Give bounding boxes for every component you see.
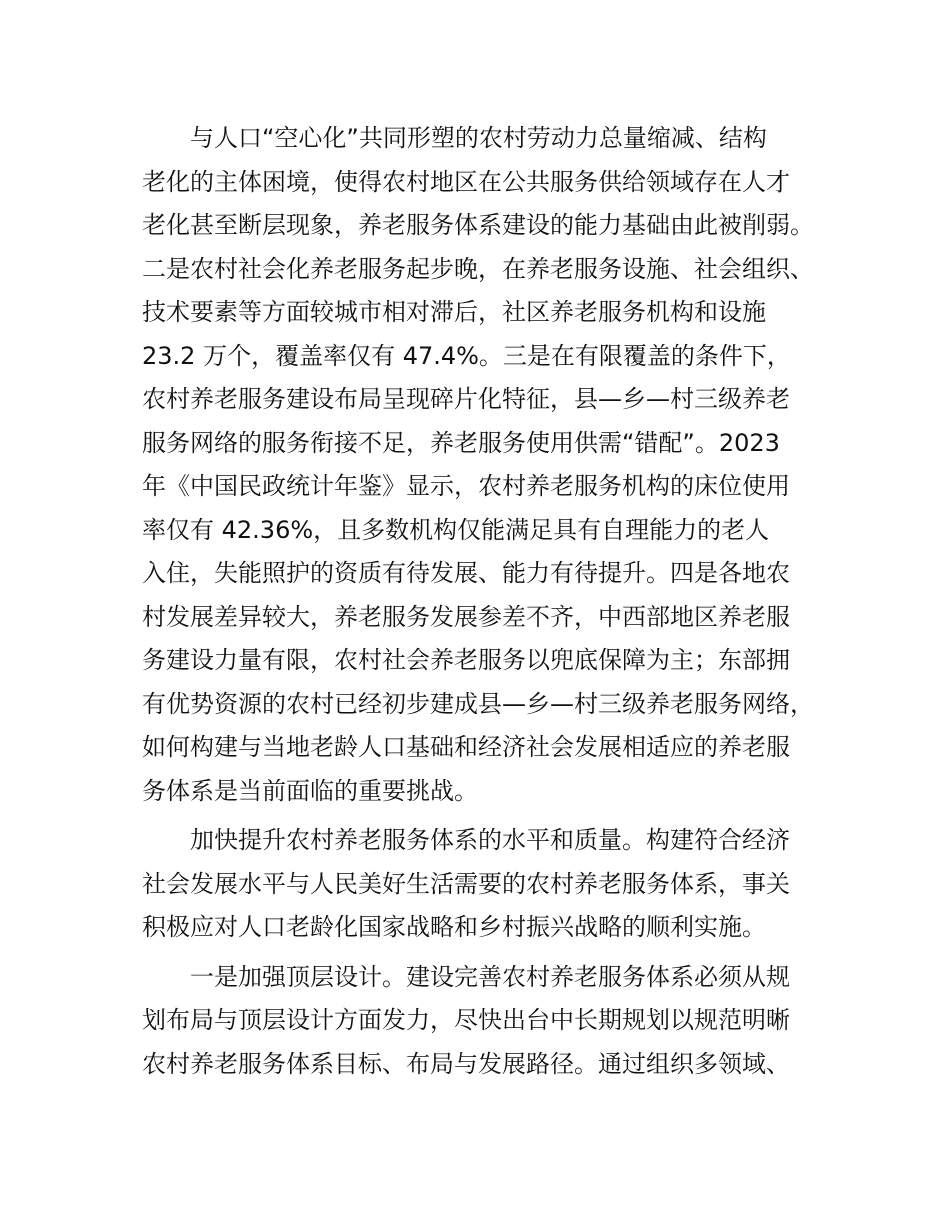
text-line: 社会发展水平与人民美好生活需要的农村养老服务体系，事关	[142, 869, 790, 898]
paragraph-top-level-design	[142, 956, 832, 1087]
text-line: 率仅有 42.36%，且多数机构仅能满足具有自理能力的老人	[142, 515, 770, 544]
text-line: 与人口“空心化”共同形塑的农村劳动力总量缩减、结构	[142, 124, 767, 152]
text-line: 积极应对人口老龄化国家战略和乡村振兴战略的顺利实施。	[142, 913, 766, 941]
text-line: 23.2 万个，覆盖率仅有 47.4%。三是在有限覆盖的条件下，	[142, 341, 791, 370]
text-line: 农村养老服务建设布局呈现碎片化特征，县—乡—村三级养老	[142, 385, 790, 413]
text-line: 划布局与顶层设计方面发力，尽快出台中长期规划以规范明晰	[142, 1006, 790, 1034]
text-line: 老化的主体困境，使得农村地区在公共服务供给领域存在人才	[142, 167, 790, 196]
text-line: 村发展差异较大，养老服务发展参差不齐，中西部地区养老服	[142, 602, 790, 631]
text-line: 有优势资源的农村已经初步建成县—乡—村三级养老服务网络，	[142, 689, 814, 718]
text-line: 务建设力量有限，农村社会养老服务以兜底保障为主；东部拥	[142, 646, 790, 674]
text-line: 年《中国民政统计年鉴》显示，农村养老服务机构的床位使用	[142, 472, 790, 500]
text-line: 老化甚至断层现象，养老服务体系建设的能力基础由此被削弱。	[142, 211, 814, 239]
text-line: 服务网络的服务衔接不足，养老服务使用供需“错配”。2023	[142, 428, 780, 457]
text-line: 技术要素等方面较城市相对滞后，社区养老服务机构和设施	[142, 298, 766, 326]
text-line: 务体系是当前面临的重要挑战。	[142, 776, 478, 805]
paragraph-improve-quality	[142, 819, 832, 950]
text-line: 入住，失能照护的资质有待发展、能力有待提升。四是各地农	[142, 559, 790, 587]
text-line: 如何构建与当地老龄人口基础和经济社会发展相适应的养老服	[142, 733, 790, 761]
text-line: 一是加强顶层设计。建设完善农村养老服务体系必须从规	[142, 962, 790, 991]
text-line: 农村养老服务体系目标、布局与发展路径。通过组织多领域、	[142, 1049, 790, 1078]
text-line: 二是农村社会化养老服务起步晚，在养老服务设施、社会组织、	[142, 254, 814, 283]
paragraph-rural-aging-challenges	[142, 117, 832, 813]
text-line: 加快提升农村养老服务体系的水平和质量。构建符合经济	[142, 826, 790, 854]
document-body	[142, 117, 832, 1086]
